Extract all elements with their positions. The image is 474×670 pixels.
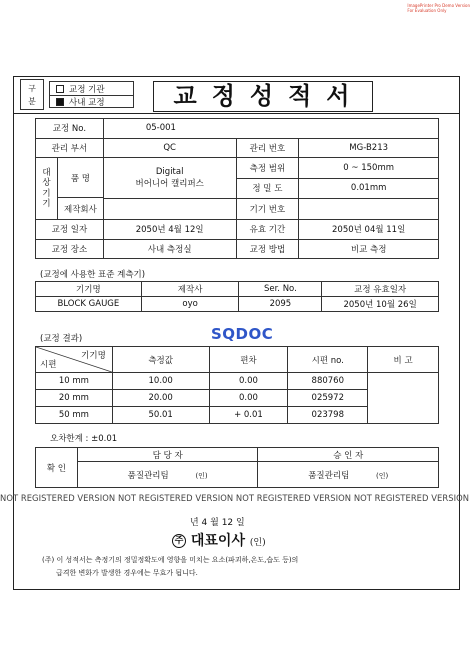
std-serial: 2095	[239, 297, 322, 312]
category-label-1: 구	[28, 84, 36, 93]
confirm-label: 확 인	[36, 448, 78, 488]
evaluation-watermark: ImagePrinter Pro Demo Version For Evaluation Only	[407, 3, 470, 13]
method-label: 교정 방법	[236, 239, 299, 259]
checkbox-empty-icon[interactable]	[56, 85, 64, 93]
ceo-signature: 주 대표이사 (인)	[172, 530, 266, 550]
std-header-valid: 교정 유효일자	[322, 282, 439, 297]
maker-label: 제작회사	[64, 204, 97, 215]
unregistered-watermark: NOT REGISTERED VERSION NOT REGISTERED VERSION NOT REGISTERED VERSION NOT REGISTERED VERSION	[0, 493, 470, 503]
std-header-name: 기기명	[36, 282, 142, 297]
place-label: 교정 장소	[36, 239, 104, 259]
cal-date-label: 교정 일자	[36, 220, 104, 240]
dept-value: QC	[103, 138, 236, 158]
result-corner-header: 기기명 시편	[36, 347, 113, 373]
equipment-info-table	[35, 118, 439, 259]
target-equipment-label: 대 상 기 기 품 명 제작회사	[36, 158, 104, 220]
approver-sign[interactable]: 품질관리팀 (인)	[258, 462, 439, 488]
mgmt-no-value: MG-B213	[299, 138, 439, 158]
mgmt-no-label: 관리 번호	[236, 138, 299, 158]
item-name-value: Digital 버어니어 캘리퍼스	[103, 158, 236, 199]
table-row: 20 mm 20.00 0.00 025972	[36, 390, 439, 407]
valid-value: 2050년 04월 11일	[299, 220, 439, 240]
cal-date-value: 2050년 4월 12일	[103, 220, 236, 240]
corporation-mark: 주	[172, 534, 186, 548]
result-header-specimen-no: 시편 no.	[288, 347, 368, 373]
std-valid: 2050년 10월 26일	[322, 297, 439, 312]
precision-label: 정 밀 도	[236, 178, 299, 199]
std-header-serial: Ser. No.	[239, 282, 322, 297]
range-label: 측정 범위	[236, 158, 299, 179]
std-name: BLOCK GAUGE	[36, 297, 142, 312]
valid-label: 유효 기간	[236, 220, 299, 240]
category-label-2: 분	[28, 97, 36, 106]
cert-no-value: 05-001	[103, 119, 438, 139]
confirmation-table	[35, 447, 439, 488]
person-in-charge-label: 담 당 자	[77, 448, 258, 462]
option-external-calibration[interactable]: 교정 기관	[50, 82, 133, 95]
calibration-type-options	[49, 81, 134, 108]
maker-value	[103, 199, 236, 220]
method-value: 비교 측정	[299, 239, 439, 259]
range-value: 0 ~ 150mm	[299, 158, 439, 179]
issue-date: 년 4 월 12 일	[190, 518, 245, 528]
standard-equipment-table	[35, 281, 439, 312]
serial-value	[299, 199, 439, 220]
standard-section-title: (교정에 사용한 표준 계측기)	[40, 270, 146, 280]
precision-value: 0.01mm	[299, 178, 439, 199]
place-value: 사내 측정실	[103, 239, 236, 259]
item-name-label: 품 명	[58, 158, 103, 198]
option-internal-calibration[interactable]: 사내 교정	[50, 95, 133, 108]
approver-label: 승 인 자	[258, 448, 439, 462]
error-limit: 오차한계 : ±0.01	[50, 434, 118, 444]
table-row: 10 mm 10.00 0.00 880760	[36, 373, 439, 390]
sqdoc-logo: SQDOC	[211, 325, 274, 343]
result-header-deviation: 편차	[209, 347, 288, 373]
std-header-maker: 제작사	[141, 282, 239, 297]
calibration-result-table	[35, 346, 439, 424]
person-in-charge-sign[interactable]: 품질관리팀 (인)	[77, 462, 258, 488]
serial-label: 기기 번호	[236, 199, 299, 220]
checkbox-filled-icon[interactable]	[56, 98, 64, 106]
result-header-remark: 비 고	[368, 347, 439, 373]
result-header-measured: 측정값	[112, 347, 209, 373]
validity-note: (주) 이 성적서는 측정기의 정밀정확도에 영향을 미치는 요소(파괴하,온도,습도 등)의 급격한 변화가 발생한 경우에는 무효가 됩니다.	[42, 556, 299, 577]
result-section-title: (교정 결과)	[40, 334, 83, 344]
table-row: 50 mm 50.01 + 0.01 023798	[36, 407, 439, 424]
header-divider	[13, 113, 460, 114]
remark-cell	[368, 373, 439, 424]
dept-label: 관리 부서	[36, 138, 104, 158]
document-title: 교정성적서	[153, 81, 373, 112]
std-maker: oyo	[141, 297, 239, 312]
cert-no-label: 교정 No.	[36, 119, 104, 139]
